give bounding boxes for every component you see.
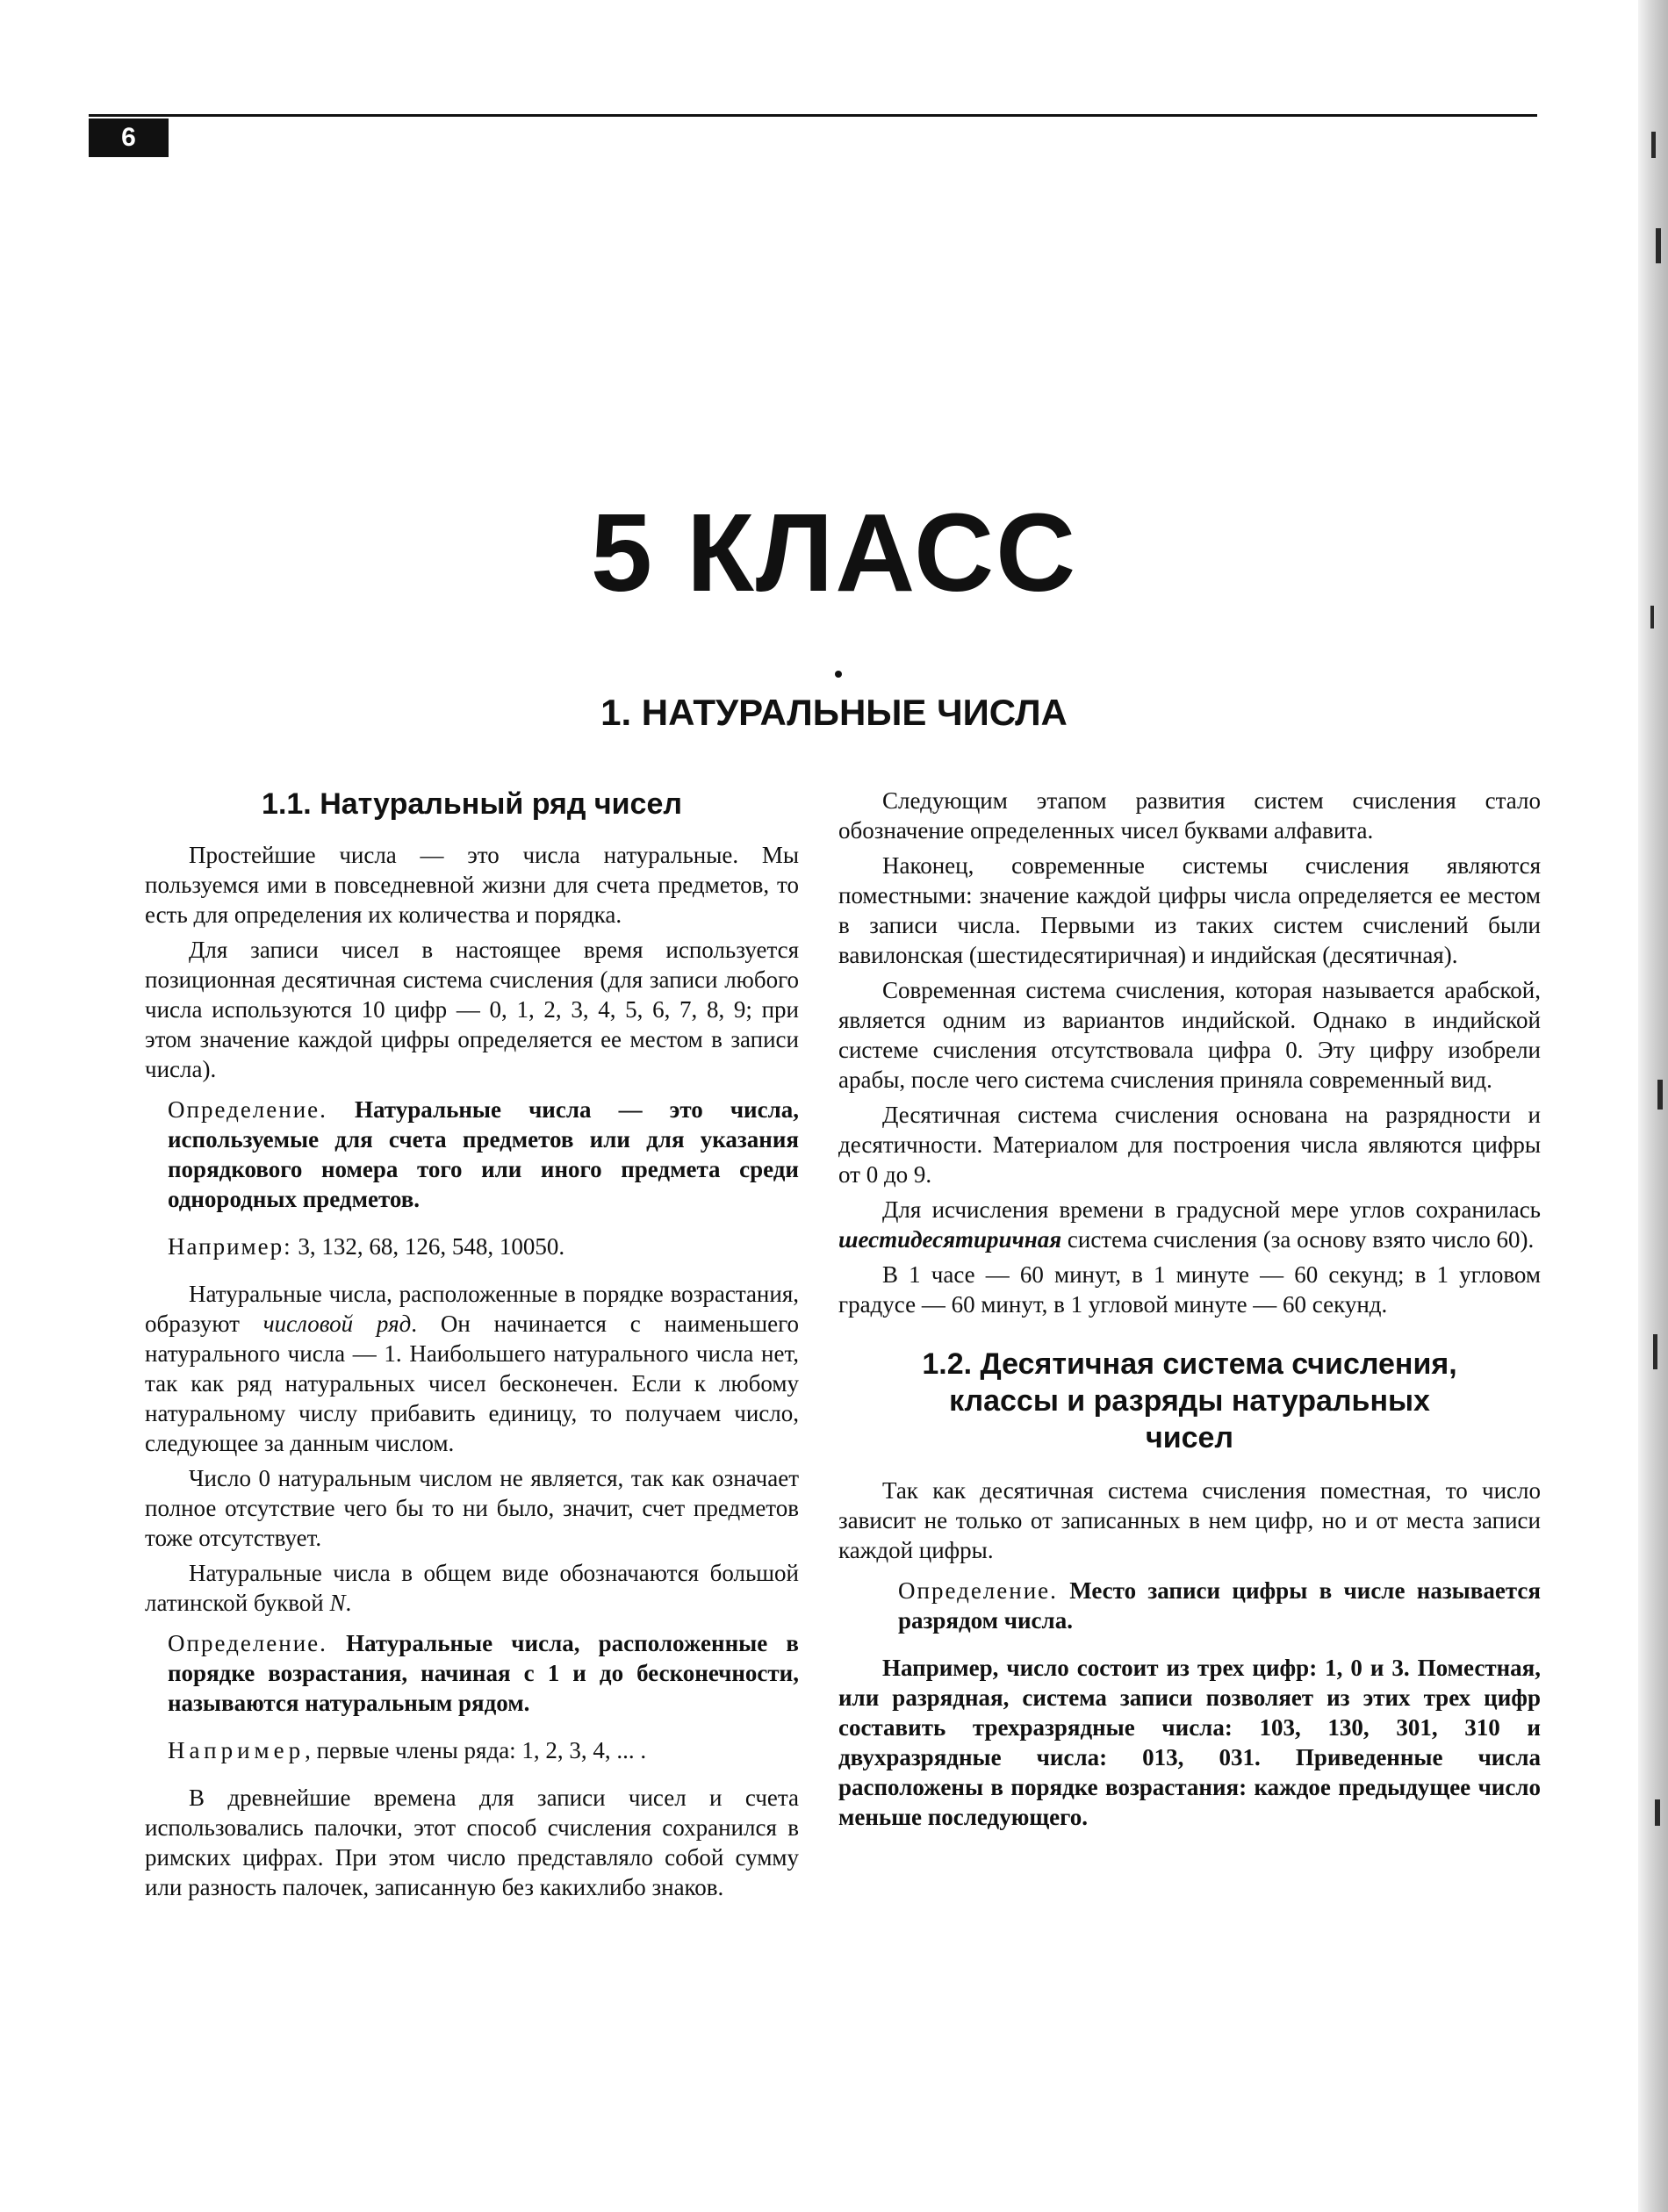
paragraph: В 1 часе — 60 минут, в 1 минуте — 60 секунд; в 1 угловом градусе — 60 минут, в 1 угловой минуте — 60 секунд. xyxy=(838,1261,1541,1318)
definition-label: Определение. xyxy=(168,1096,327,1123)
section-heading-line: классы и разряды натуральных xyxy=(949,1384,1430,1418)
scan-mark xyxy=(1657,1080,1663,1110)
paragraph-text: Натуральные числа в общем виде обозначаются большой латинской буквой xyxy=(145,1560,799,1616)
definition-block xyxy=(838,1576,1541,1635)
paragraph-text: . Он начинается с наименьшего натурального числа — 1. Наибольшего натурального числа нет, так как ряд натуральных чисел бесконечен. Если к любому натуральному числу прибавить единицу, то получаем число, следующее за данным числом. xyxy=(145,1311,799,1456)
definition-text: Место записи цифры в числе называется разрядом числа. xyxy=(898,1577,1542,1634)
paragraph: Наконец, современные системы счисления являются поместными: значение каждой цифры числа определяется ее местом в записи числа. Первыми из таких систем счислений были вавилонская (шестидесятиричная) и индийская (десятичная). xyxy=(838,852,1541,968)
definition-text: Натуральные числа, расположенные в порядке возрастания, начиная с 1 и до бесконечности, называются натуральным рядом. xyxy=(168,1630,799,1716)
scan-edge xyxy=(1638,0,1668,2212)
scan-mark xyxy=(1656,228,1661,263)
grade-title: 5 КЛАСС xyxy=(590,491,1078,614)
section-heading-line: чисел xyxy=(1145,1421,1234,1454)
example-block xyxy=(145,1232,799,1261)
paragraph: В древнейшие времена для записи чисел и счета использовались палочки, этот способ счисления сохранился в римских цифрах. При этом число представляло собой сумму или разность палочек, записанную без какихлибо знаков. xyxy=(145,1785,799,1900)
paragraph xyxy=(145,1558,799,1618)
paragraph: Современная система счисления, которая называется арабской, является одним из вариантов индийской. Однако в индийской системе счисления отсутствовала цифра 0. Эту цифру изобрели арабы, после чего система счисления приняла современный вид. xyxy=(838,977,1541,1093)
paragraph: Простейшие числа — это числа натуральные. Мы пользуемся ими в повседневной жизни для счета предметов, то есть для определения их количества и порядка. xyxy=(145,842,799,928)
example-text: , первые члены ряда: 1, 2, 3, 4, ... . xyxy=(305,1737,647,1763)
example-text: 3, 132, 68, 126, 548, 10050. xyxy=(298,1233,565,1260)
definition-block xyxy=(145,1628,799,1718)
example-label: Например: xyxy=(168,1233,292,1260)
paragraph: Для записи чисел в настоящее время используется позиционная десятичная система счисления (для записи любого числа используются 10 цифр — 0, 1, 2, 3, 4, 5, 6, 7, 8, 9; при этом значение каждой цифры определяется ее местом в записи числа). xyxy=(145,937,799,1082)
paragraph-text: . xyxy=(345,1590,352,1616)
paragraph xyxy=(145,1279,799,1458)
page-number: 6 xyxy=(89,118,169,157)
paragraph: Следующим этапом развития систем счисления стало обозначение определенных чисел буквами алфавита. xyxy=(838,787,1541,844)
paragraph: Десятичная система счисления основана на разрядности и десятичности. Материалом для построения числа являются цифры от 0 до 9. xyxy=(838,1102,1541,1188)
paragraph: Так как десятичная система счисления поместная, то число зависит не только от записанных в нем цифр, но и от места записи каждой цифры. xyxy=(838,1477,1541,1563)
example-block xyxy=(145,1735,799,1765)
left-column xyxy=(145,786,799,1907)
header-rule xyxy=(89,114,1537,117)
definition-label: Определение. xyxy=(168,1630,327,1656)
paragraph-text: Для исчисления времени в градусной мере углов сохранилась xyxy=(882,1196,1541,1223)
section-heading-line: 1.2. Десятичная система счисления, xyxy=(922,1347,1457,1381)
scan-mark xyxy=(1653,1334,1657,1369)
paragraph-text: система счисления (за основу взято число 60). xyxy=(1067,1226,1535,1253)
section-heading: 1.1. Натуральный ряд чисел xyxy=(262,787,682,821)
term-italic: числовой ряд xyxy=(262,1311,412,1337)
scan-mark xyxy=(1651,132,1656,158)
definition-label: Определение. xyxy=(898,1577,1058,1604)
bullet-dot xyxy=(835,671,842,678)
paragraph: Например, число состоит из трех цифр: 1, 0 и 3. Поместная, или разрядная, система записи позволяет из этих трех цифр составить трехразрядные числа: 103, 130, 301, 310 и двухразрядные числа: 013, 031. Приведенные числа расположены в порядке возрастания: каждое предыдущее число меньше последующего. xyxy=(838,1655,1541,1830)
example-label: Например xyxy=(168,1737,306,1763)
paragraph-text: Натуральные числа, расположенные в порядке возрастания, образуют xyxy=(145,1281,799,1337)
right-column xyxy=(838,786,1541,1837)
term-italic: шестидесятиричная xyxy=(838,1226,1062,1253)
chapter-title: 1. НАТУРАЛЬНЫЕ ЧИСЛА xyxy=(600,692,1068,733)
term-italic: N xyxy=(329,1590,346,1616)
paragraph xyxy=(838,1195,1541,1254)
definition-text: Натуральные числа — это числа, используемые для счета предметов или для указания порядкового номера того или иного предмета среди однородных предметов. xyxy=(168,1096,799,1212)
scan-mark xyxy=(1655,1799,1660,1826)
definition-block xyxy=(145,1095,799,1214)
section-heading xyxy=(838,1346,1541,1456)
paragraph: Число 0 натуральным числом не является, так как означает полное отсутствие чего бы то ни было, значит, счет предметов тоже отсутствует. xyxy=(145,1465,799,1551)
